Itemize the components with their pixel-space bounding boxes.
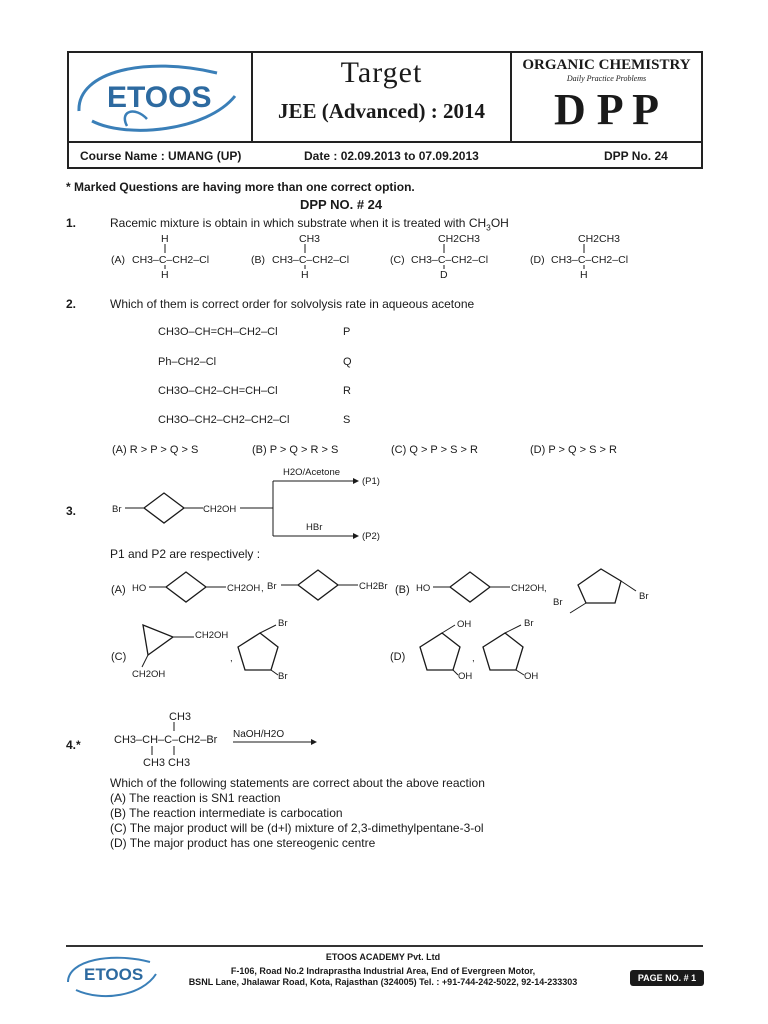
- title-target: [253, 56, 510, 90]
- q1-d-bottom: H: [580, 269, 588, 281]
- q3-reagent1: H2O/Acetone: [283, 467, 341, 478]
- footer-logo-text: ETOOS: [84, 965, 144, 984]
- date-label: Date: [304, 149, 331, 163]
- q1-b-top: CH3: [299, 233, 321, 245]
- q1-d-top: CH2CH3: [578, 233, 621, 245]
- q1-c-bottom: D: [440, 269, 448, 281]
- page-number-badge: PAGE NO. # 1: [630, 970, 704, 986]
- q1-b-chain: CH3–C–CH2–Cl: [272, 254, 350, 266]
- q3-b-br1: Br: [553, 597, 563, 608]
- date-value: : 02.09.2013 to 07.09.2013: [333, 149, 479, 163]
- q3-text: P1 and P2 are respectively :: [110, 547, 261, 561]
- subject-title: ORGANIC CHEMISTRY: [522, 57, 691, 73]
- q4-ch3-bottom: CH3 CH3: [143, 757, 191, 769]
- q3-b-br2: Br: [639, 591, 649, 602]
- q1-opt-d: (D): [530, 254, 545, 266]
- q1-text-a: Racemic mixture is obtain in which substrate when it is treated with CH: [110, 216, 487, 230]
- header-logo-text: ETOOS: [107, 81, 212, 114]
- q1-a-chain: CH3–C–CH2–Cl: [132, 254, 210, 266]
- q4-reagent: NaOH/H2O: [233, 729, 285, 740]
- q3-opt-d: (D): [390, 651, 406, 663]
- q3-options: [108, 563, 668, 693]
- q3-reagent2: HBr: [306, 522, 323, 533]
- q2-row-r-formula: CH3O–CH2–CH=CH–Cl: [158, 385, 278, 397]
- q2-number: 2.: [66, 297, 77, 311]
- q4-opt-d: (D) The major product has one stereogenic centre: [110, 836, 376, 850]
- q3-d-oh3: OH: [524, 671, 539, 682]
- etoos-logo-icon: [67, 51, 249, 139]
- q3-c-comma: ,: [230, 653, 233, 664]
- q3-b-comma: ,: [544, 583, 547, 594]
- q2-text: Which of them is correct order for solvolysis rate in aqueous acetone: [110, 297, 475, 311]
- q4-text: Which of the following statements are correct about the above reaction: [110, 776, 485, 790]
- q1-text-sub: 3: [486, 222, 491, 233]
- q3-a-ho: HO: [132, 583, 147, 594]
- header-logo-cell: [67, 51, 253, 143]
- q1-a-bottom: H: [161, 269, 169, 281]
- q3-d-comma: ,: [472, 653, 475, 664]
- dpp-heading: DPP NO. # 24: [300, 197, 383, 212]
- q3-c-ch2oh1: CH2OH: [195, 630, 229, 641]
- q3-d-oh1: OH: [457, 619, 472, 630]
- q3-start-br: Br: [112, 504, 122, 515]
- q4-opt-c: (C) The major product will be (d+l) mixture of 2,3-dimethylpentane-3-ol: [110, 821, 484, 835]
- q1-b-bottom: H: [301, 269, 309, 281]
- subject-subtitle: Daily Practice Problems: [566, 74, 647, 83]
- q3-opt-a: (A): [111, 584, 126, 596]
- note-text: * Marked Questions are having more than one correct option.: [66, 180, 415, 194]
- q4-opt-a: (A) The reaction is SN1 reaction: [110, 791, 281, 805]
- q4-reaction: [108, 706, 348, 770]
- q3-opt-c: (C): [111, 651, 127, 663]
- q3-product1: (P1): [362, 476, 380, 487]
- q1-opt-a: (A): [111, 254, 125, 266]
- course-value: : UMANG (UP): [160, 149, 242, 163]
- q2-opt-b: (B) P > Q > R > S: [252, 444, 339, 456]
- q3-c-ch2oh2: CH2OH: [132, 669, 166, 680]
- q3-a-ch2oh: CH2OH: [227, 583, 261, 594]
- q2-row-r-label: R: [343, 385, 351, 397]
- dpp-title: D P P: [553, 85, 660, 134]
- q1-text-b: OH: [490, 216, 509, 230]
- q3-c-br1: Br: [278, 618, 288, 629]
- q3-start-ch2oh: CH2OH: [203, 504, 237, 515]
- footer-logo-icon: [62, 950, 162, 1000]
- q3-b-ch2oh: CH2OH: [511, 583, 545, 594]
- q1-c-top: CH2CH3: [438, 233, 481, 245]
- footer-company: ETOOS ACADEMY Pvt. Ltd: [325, 952, 441, 962]
- footer-address1: F-106, Road No.2 Indraprastha Industrial Area, End of Evergreen Motor,: [230, 966, 536, 976]
- q4-chain: CH3–CH–C–CH2–Br: [114, 734, 218, 746]
- q2-opt-a: (A) R > P > Q > S: [112, 444, 199, 456]
- q4-number: 4.*: [66, 738, 81, 752]
- q1-c-chain: CH3–C–CH2–Cl: [411, 254, 489, 266]
- title-target-text: Target: [340, 56, 423, 89]
- footer-divider: [66, 945, 703, 947]
- q3-opt-b: (B): [395, 584, 410, 596]
- q3-d-br1: Br: [524, 618, 534, 629]
- q3-a-comma: ,: [261, 583, 264, 594]
- q3-c-br2: Br: [278, 671, 288, 682]
- q4-ch3-top: CH3: [169, 711, 192, 723]
- q2-row-q-label: Q: [343, 356, 352, 368]
- title-jee: JEE (Advanced) : 2014: [277, 99, 486, 123]
- q1-text: [110, 216, 509, 232]
- q3-d-oh2: OH: [458, 671, 473, 682]
- q2-opt-c: (C) Q > P > S > R: [391, 444, 478, 456]
- dpp-number: DPP No. 24: [604, 149, 668, 163]
- course-label: Course Name: [80, 149, 158, 163]
- q3-a-br: Br: [267, 581, 277, 592]
- q3-a-ch2br: CH2Br: [359, 581, 388, 592]
- q2-row-q-formula: Ph–CH2–Cl: [158, 356, 217, 368]
- q2-row-s-formula: CH3O–CH2–CH2–CH2–Cl: [158, 414, 290, 426]
- q2-opt-d: (D) P > Q > S > R: [530, 444, 617, 456]
- q1-number: 1.: [66, 216, 77, 230]
- q4-opt-b: (B) The reaction intermediate is carbocation: [110, 806, 343, 820]
- q1-a-top: H: [161, 233, 169, 245]
- date-field: [304, 149, 479, 163]
- q2-row-s-label: S: [343, 414, 351, 426]
- q2-row-p-label: P: [343, 326, 351, 338]
- q1-opt-c: (C): [390, 254, 405, 266]
- footer-address2: BSNL Lane, Jhalawar Road, Kota, Rajasthan (324005) Tel. : +91-744-242-5022, 92-14-233303: [188, 977, 578, 987]
- q3-reaction-scheme: [108, 462, 408, 544]
- q3-product2: (P2): [362, 531, 380, 542]
- course-name: [80, 149, 241, 163]
- q3-b-ho: HO: [416, 583, 431, 594]
- q1-opt-b: (B): [251, 254, 265, 266]
- q1-d-chain: CH3–C–CH2–Cl: [551, 254, 629, 266]
- q2-row-p-formula: CH3O–CH=CH–CH2–Cl: [158, 326, 278, 338]
- q3-number: 3.: [66, 504, 77, 518]
- q1-structures: [108, 232, 668, 284]
